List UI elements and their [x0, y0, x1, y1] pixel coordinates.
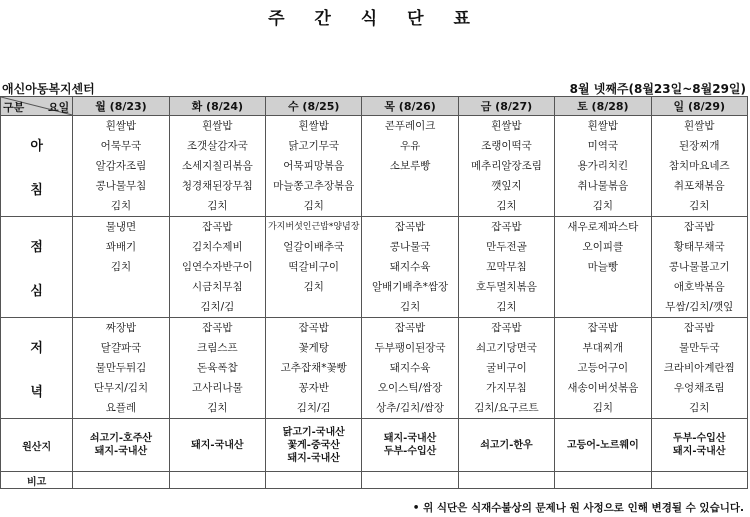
menu-item: 고추잡채*꽃빵: [280, 362, 347, 374]
menu-cell: [169, 116, 265, 217]
menu-cell: [73, 217, 169, 318]
menu-item: 임연수자반구이: [181, 261, 253, 273]
menu-item: [555, 297, 650, 317]
menu-item: [73, 297, 168, 317]
menu-item: 만두전골: [486, 241, 527, 253]
origin-line: 돼지-국내산: [383, 433, 437, 444]
menu-item: 김치: [110, 261, 132, 273]
menu-item: 된장찌개: [678, 140, 720, 152]
day-header-tue: 화 (8/24): [169, 97, 265, 116]
menu-cell: [266, 116, 362, 217]
menu-item: 콩나물불고기: [668, 261, 730, 273]
menu-item: 김치: [303, 200, 324, 212]
menu-item: [266, 297, 361, 317]
menu-item: 가지버섯인근밥*양념장: [267, 222, 360, 232]
menu-item: 소세지칠리볶음: [181, 160, 253, 172]
menu-item: 김치/요구르트: [474, 402, 539, 414]
menu-item: 고사리나물: [191, 382, 243, 394]
origin-line: 돼지-국내산: [673, 446, 726, 457]
menu-item: 크라비아계란찜: [663, 362, 735, 374]
menu-item: 콘푸레이크: [384, 120, 436, 132]
menu-item: 달걀파국: [100, 342, 142, 354]
menu-item: 소보루빵: [389, 160, 431, 172]
menu-item: 김치: [689, 402, 710, 414]
menu-item: 시금치무침: [191, 281, 243, 293]
menu-cell: [362, 318, 458, 419]
center-name: 애신아동복지센터: [2, 82, 95, 96]
menu-item: 김치: [207, 200, 228, 212]
origin-cell: [169, 419, 265, 472]
menu-item: 메추리알장조림: [470, 160, 542, 172]
meal-row: [1, 318, 748, 419]
menu-item: 요플레: [105, 402, 137, 414]
menu-item: 새우로제파스타: [567, 221, 639, 233]
origin-cell: [651, 419, 747, 472]
menu-item: 미역국: [587, 140, 619, 152]
menu-item: 꼬막무침: [486, 261, 527, 273]
menu-item: 오이피클: [582, 241, 624, 253]
menu-item: 굴비구이: [486, 362, 527, 374]
meal-label-top: 아: [30, 138, 43, 154]
meal-label: [1, 318, 73, 419]
menu-item: 쇠고기당면국: [476, 342, 537, 354]
menu-item: 꽁자반: [298, 382, 329, 394]
origin-cell: [362, 419, 458, 472]
menu-item: 김치수제비: [191, 241, 243, 253]
menu-item: 김치: [399, 301, 421, 313]
menu-item: [362, 176, 457, 196]
remarks-cell: [73, 472, 169, 489]
menu-cell: [266, 217, 362, 318]
origin-line: 두부-수입산: [383, 446, 437, 457]
meal-label-bottom: 녁: [30, 384, 43, 400]
corner-label-category: 구분: [3, 101, 25, 114]
menu-cell: [458, 217, 554, 318]
menu-item: 잡곡밥: [587, 322, 619, 334]
meal-row: [1, 116, 748, 217]
menu-item: 꽃게탕: [298, 342, 329, 354]
menu-item: 우유: [399, 140, 421, 152]
origin-line: 꽃게-중국산: [287, 439, 340, 451]
menu-cell: [169, 318, 265, 419]
menu-cell: [555, 318, 651, 419]
menu-cell: [362, 217, 458, 318]
menu-item: 부대찌개: [582, 342, 624, 354]
menu-item: 취나물볶음: [577, 180, 629, 192]
origin-line: 쇠고기-한우: [480, 439, 533, 451]
menu-item: 호두멸치볶음: [476, 281, 537, 293]
meal-label: [1, 116, 73, 217]
menu-item: 우엉채조림: [673, 382, 725, 394]
menu-item: 잡곡밥: [394, 221, 426, 233]
menu-item: 청경채된장무침: [181, 180, 253, 192]
menu-item: 김치: [592, 402, 613, 414]
day-header-mon: 월 (8/23): [73, 97, 169, 116]
menu-item: 크림스프: [197, 342, 238, 354]
corner-label-day: 요일: [48, 101, 70, 114]
menu-item: 애호박볶음: [673, 281, 725, 293]
menu-item: 김치: [592, 200, 613, 212]
menu-item: 물냉면: [105, 221, 137, 233]
menu-item: 김치: [496, 200, 517, 212]
menu-item: 김치/김: [200, 301, 235, 313]
menu-item: 흰쌀밥: [202, 120, 233, 132]
menu-item: 조갯살감자국: [186, 140, 248, 152]
menu-item: 김치: [689, 200, 710, 212]
menu-item: 두부팽이된장국: [374, 342, 446, 354]
menu-cell: [73, 318, 169, 419]
menu-item: 김치: [303, 281, 324, 293]
menu-item: 용가리치킨: [577, 160, 629, 172]
meal-label: [1, 217, 73, 318]
meal-label-top: 저: [30, 340, 43, 356]
menu-item: 흰쌀밥: [587, 120, 619, 132]
footnote: • 위 식단은 식재수불상의 문제나 원 사정으로 인해 변경될 수 있습니다.: [412, 502, 744, 514]
menu-item: 무쌈/김치/깻잎: [665, 301, 734, 313]
week-label: 8월 넷째주(8월23일~8월29일): [569, 82, 746, 96]
menu-item: 참치마요네즈: [668, 160, 730, 172]
meal-label-top: 점: [30, 239, 43, 255]
origin-line: 돼지-국내산: [191, 439, 244, 451]
origin-line: 닭고기-국내산: [282, 426, 345, 438]
menu-item: 상추/김치/쌈장: [376, 402, 445, 414]
menu-item: 꽈배기: [105, 241, 137, 253]
menu-item: 어묵무국: [100, 140, 142, 152]
menu-item: 얼갈이배추국: [283, 241, 345, 253]
menu-cell: [555, 116, 651, 217]
menu-item: 새송이버섯볶음: [567, 382, 639, 394]
menu-item: 김치/김: [296, 402, 331, 414]
menu-cell: [458, 318, 554, 419]
menu-item: 마늘빵: [587, 261, 619, 273]
menu-item: 오이스틱/쌈장: [377, 382, 443, 394]
menu-item: 잡곡밥: [394, 322, 426, 334]
day-header-fri: 금 (8/27): [458, 97, 554, 116]
menu-cell: [458, 116, 554, 217]
page-title: 주 간 식 단 표: [268, 9, 482, 29]
menu-item: [73, 277, 168, 297]
menu-item: 가지무침: [486, 382, 527, 394]
origin-row: [1, 419, 748, 472]
menu-item: 알배기배추*쌈장: [371, 281, 449, 293]
menu-item: 잡곡밥: [684, 322, 715, 334]
menu-item: 떡갈비구이: [288, 261, 340, 273]
menu-cell: [266, 318, 362, 419]
menu-cell: [362, 116, 458, 217]
menu-item: 조랭이떡국: [481, 140, 532, 152]
menu-item: 콩나물무침: [95, 180, 147, 192]
menu-item: 짜장밥: [105, 322, 137, 334]
menu-item: 물만두국: [678, 342, 720, 354]
meal-label-bottom: 심: [30, 283, 43, 299]
day-header-wed: 수 (8/25): [266, 97, 362, 116]
origin-cell: [555, 419, 651, 472]
menu-cell: [169, 217, 265, 318]
menu-cell: [651, 217, 747, 318]
origin-label: 원산지: [1, 419, 73, 472]
origin-line: 고등어-노르웨이: [566, 439, 639, 451]
day-header-sat: 토 (8/28): [555, 97, 651, 116]
menu-item: 잡곡밥: [491, 322, 522, 334]
menu-item: 콩나물국: [389, 241, 431, 253]
origin-cell: [266, 419, 362, 472]
menu-item: 흰쌀밥: [491, 120, 522, 132]
remarks-cell: [555, 472, 651, 489]
remarks-cell: [266, 472, 362, 489]
menu-item: 흰쌀밥: [684, 120, 715, 132]
menu-item: 고등어구이: [577, 362, 629, 374]
menu-item: 물만두튀김: [95, 362, 147, 374]
origin-line: 두부-수입산: [673, 433, 726, 444]
corner-cell: [1, 97, 73, 116]
menu-item: 마늘쫑고추장볶음: [273, 180, 355, 192]
menu-item: 깻잎지: [491, 180, 522, 192]
menu-item: [362, 196, 457, 216]
menu-item: 잡곡밥: [298, 322, 329, 334]
meal-row: [1, 217, 748, 318]
remarks-cell: [458, 472, 554, 489]
remarks-label: 비고: [1, 472, 73, 489]
menu-item: 잡곡밥: [491, 221, 522, 233]
menu-item: 닭고기무국: [288, 140, 340, 152]
menu-table: [0, 96, 748, 489]
menu-item: 김치: [496, 301, 517, 313]
menu-item: 어묵피망볶음: [283, 160, 345, 172]
menu-item: 돈육폭찹: [197, 362, 238, 374]
remarks-row: [1, 472, 748, 489]
menu-item: 단무지/김치: [93, 382, 149, 394]
origin-line: 돼지-국내산: [94, 446, 148, 457]
menu-item: 돼지수육: [389, 362, 431, 374]
menu-item: 잡곡밥: [684, 221, 715, 233]
header-row: [1, 97, 748, 116]
origin-cell: [458, 419, 554, 472]
origin-line: 쇠고기-호주산: [89, 433, 153, 444]
day-header-thu: 목 (8/26): [362, 97, 458, 116]
menu-item: 흰쌀밥: [298, 120, 329, 132]
menu-item: 알감자조림: [95, 160, 147, 172]
menu-item: 김치: [207, 402, 228, 414]
remarks-cell: [169, 472, 265, 489]
menu-item: 흰쌀밥: [105, 120, 137, 132]
menu-item: 잡곡밥: [202, 322, 233, 334]
origin-cell: [73, 419, 169, 472]
remarks-cell: [651, 472, 747, 489]
day-header-sun: 일 (8/29): [651, 97, 747, 116]
menu-cell: [555, 217, 651, 318]
remarks-cell: [362, 472, 458, 489]
menu-cell: [651, 318, 747, 419]
menu-item: 취포채볶음: [673, 180, 725, 192]
menu-item: 황태무채국: [673, 241, 725, 253]
meal-label-bottom: 침: [30, 182, 43, 198]
menu-cell: [651, 116, 747, 217]
menu-item: [555, 277, 650, 297]
menu-item: 잡곡밥: [202, 221, 233, 233]
menu-item: 김치: [110, 200, 132, 212]
menu-cell: [73, 116, 169, 217]
origin-line: 돼지-국내산: [287, 452, 340, 464]
menu-item: 돼지수육: [389, 261, 431, 273]
